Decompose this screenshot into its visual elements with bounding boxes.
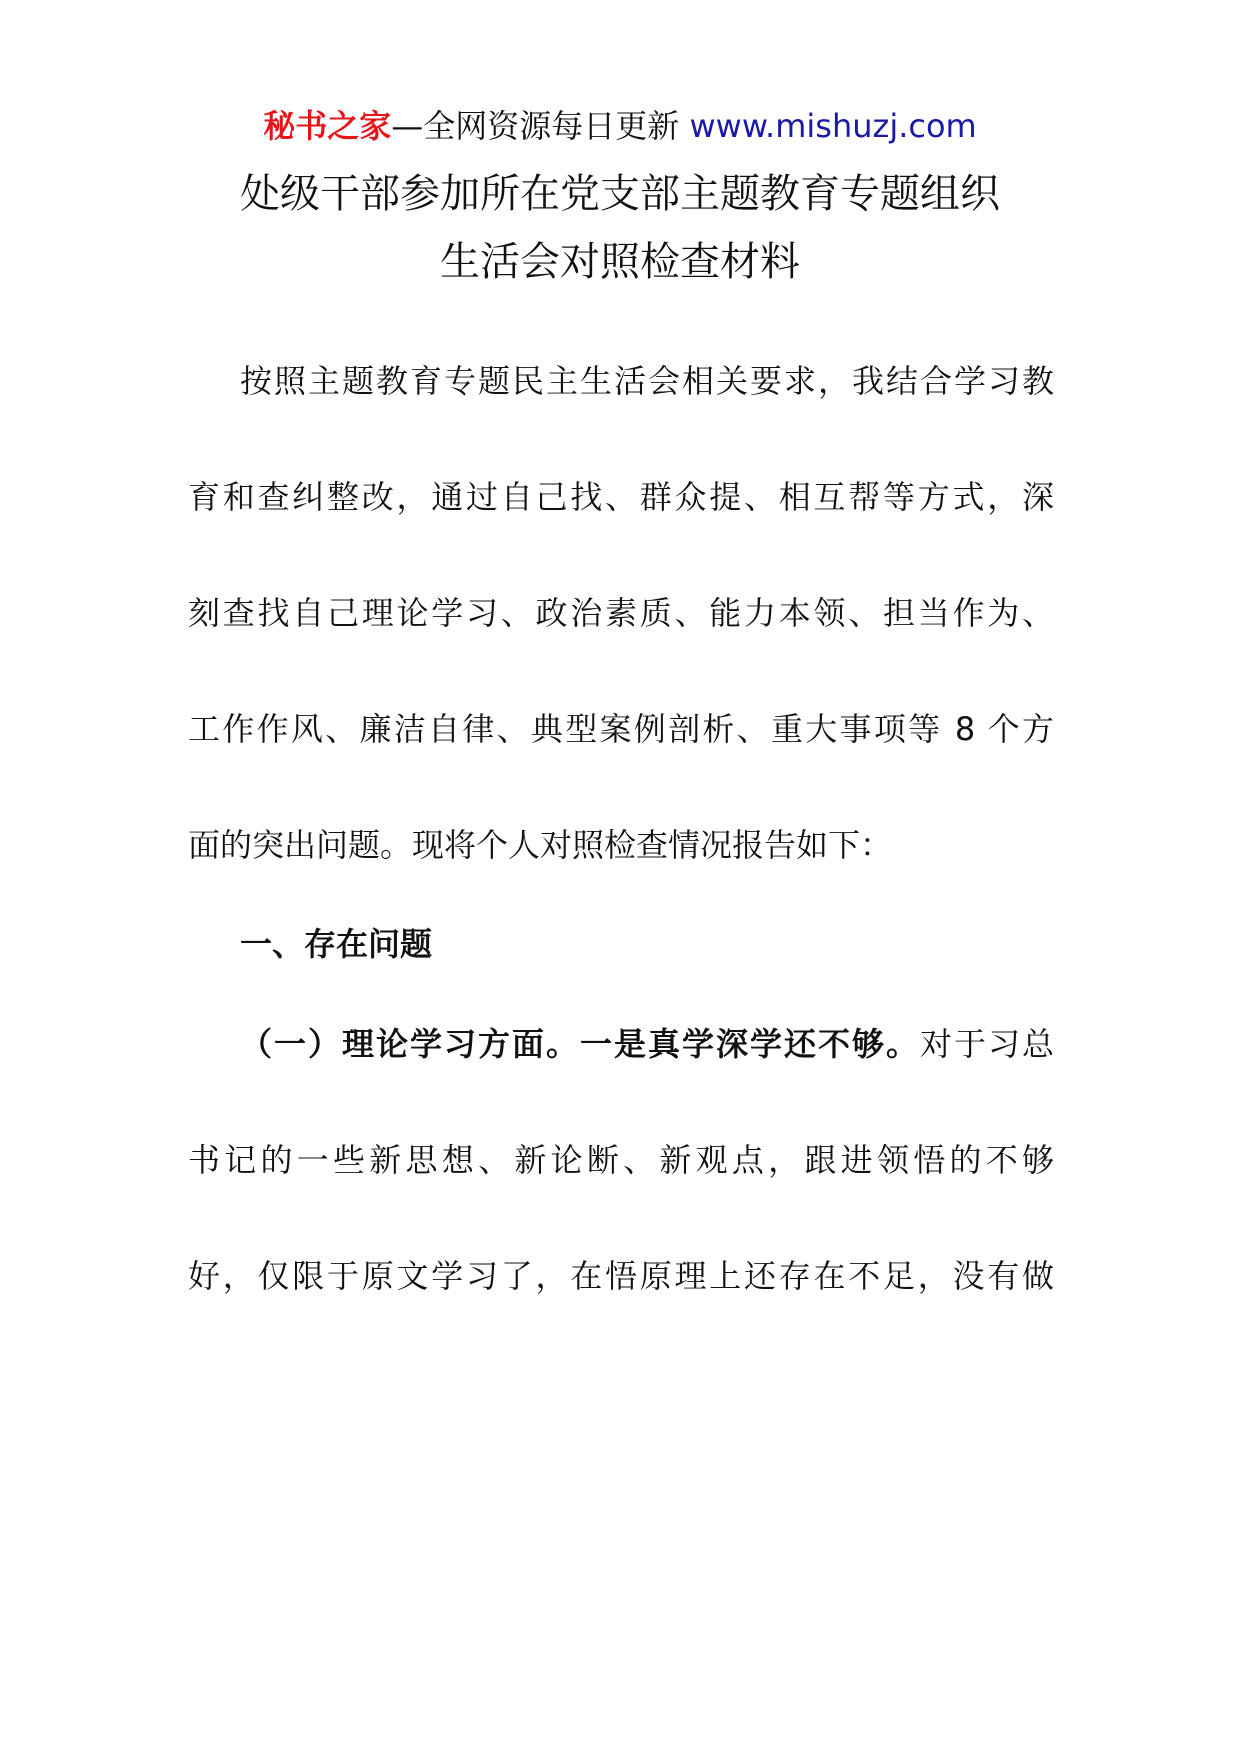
site-header: [0, 102, 1240, 150]
intro-line-5: 面的突出问题。现将个人对照检查情况报告如下：: [188, 826, 893, 864]
subsection-1-line-2: 书记的一些新思想、新论断、新观点，跟进领悟的不够: [188, 1141, 1054, 1179]
intro-line-4: 工作作风、廉洁自律、典型案例剖析、重大事项等 8 个方: [188, 710, 1054, 748]
header-url-link[interactable]: www.mishuzj.com: [689, 107, 977, 145]
intro-line-1: 按照主题教育专题民主生活会相关要求，我结合学习教: [240, 362, 1054, 400]
header-brand: 秘书之家: [263, 107, 392, 145]
intro-line-2: 育和查纠整改，通过自己找、群众提、相互帮等方式，深: [188, 478, 1054, 516]
intro-line-3: 刻查找自己理论学习、政治素质、能力本领、担当作为、: [188, 594, 1054, 632]
subsection-1-label: （一）理论学习方面。一是真学深学还不够。: [240, 1025, 920, 1063]
subsection-1-line-1: [240, 1020, 1054, 1068]
document-title-line-2: 生活会对照检查材料: [440, 239, 800, 285]
subsection-1-line-3: 好，仅限于原文学习了，在悟原理上还存在不足，没有做: [188, 1257, 1054, 1295]
document-title-line-1: 处级干部参加所在党支部主题教育专题组织: [240, 171, 1000, 217]
header-tagline: —全网资源每日更新: [391, 107, 690, 145]
subsection-1-text: 对于习总: [919, 1025, 1054, 1063]
section-heading-problems: 一、存在问题: [240, 925, 433, 963]
